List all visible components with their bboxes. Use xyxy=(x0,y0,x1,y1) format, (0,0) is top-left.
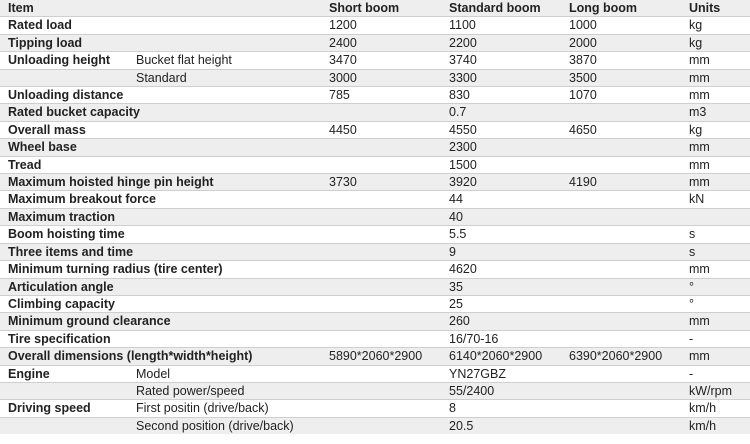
long-boom-value-cell: 1070 xyxy=(561,87,681,104)
standard-boom-value-cell: 20.5 xyxy=(441,417,561,434)
item-label-cell: Wheel base xyxy=(0,139,128,156)
units-cell: kW/rpm xyxy=(681,382,750,399)
units-cell: mm xyxy=(681,313,750,330)
subitem-label-cell: Second position (drive/back) xyxy=(128,417,321,434)
standard-boom-value-cell: 4620 xyxy=(441,261,561,278)
item-label-cell: Articulation angle xyxy=(0,278,128,295)
item-label-cell: Overall mass xyxy=(0,121,128,138)
units-cell: s xyxy=(681,243,750,260)
short-boom-value-cell xyxy=(321,191,441,208)
table-row xyxy=(0,139,750,156)
subitem-label-cell: Rated power/speed xyxy=(128,382,321,399)
units-cell: mm xyxy=(681,348,750,365)
short-boom-value-cell xyxy=(321,295,441,312)
standard-boom-value-cell: 5.5 xyxy=(441,226,561,243)
item-label-cell: Climbing capacity xyxy=(0,295,128,312)
standard-boom-value-cell: 16/70-16 xyxy=(441,330,561,347)
subitem-label-cell xyxy=(128,226,321,243)
short-boom-value-cell: 3000 xyxy=(321,69,441,86)
long-boom-value-cell xyxy=(561,104,681,121)
standard-boom-value-cell: 830 xyxy=(441,87,561,104)
short-boom-value-cell xyxy=(321,139,441,156)
subitem-label-cell xyxy=(128,295,321,312)
item-label-cell: Tire specification xyxy=(0,330,128,347)
header-item: Item xyxy=(0,0,128,17)
table-row xyxy=(0,400,750,417)
units-cell: km/h xyxy=(681,400,750,417)
table-row xyxy=(0,191,750,208)
item-label-cell xyxy=(0,69,128,86)
table-row xyxy=(0,156,750,173)
subitem-label-cell xyxy=(128,208,321,225)
units-cell xyxy=(681,208,750,225)
standard-boom-value-cell: 40 xyxy=(441,208,561,225)
table-row xyxy=(0,52,750,69)
header-standard-boom: Standard boom xyxy=(441,0,561,17)
item-label-cell: Rated load xyxy=(0,17,128,34)
header-short-boom: Short boom xyxy=(321,0,441,17)
item-label-cell xyxy=(0,382,128,399)
standard-boom-value-cell: 0.7 xyxy=(441,104,561,121)
units-cell: mm xyxy=(681,69,750,86)
long-boom-value-cell: 4190 xyxy=(561,174,681,191)
table-row xyxy=(0,208,750,225)
standard-boom-value-cell: 25 xyxy=(441,295,561,312)
item-label-cell: Unloading distance xyxy=(0,87,128,104)
units-cell: mm xyxy=(681,52,750,69)
units-cell: mm xyxy=(681,174,750,191)
long-boom-value-cell xyxy=(561,139,681,156)
short-boom-value-cell xyxy=(321,156,441,173)
subitem-label-cell xyxy=(128,121,321,138)
subitem-label-cell xyxy=(128,139,321,156)
standard-boom-value-cell: 44 xyxy=(441,191,561,208)
table-row xyxy=(0,330,750,347)
units-cell: kg xyxy=(681,34,750,51)
standard-boom-value-cell: 8 xyxy=(441,400,561,417)
long-boom-value-cell xyxy=(561,156,681,173)
short-boom-value-cell: 3730 xyxy=(321,174,441,191)
table-row xyxy=(0,365,750,382)
item-label-cell: Boom hoisting time xyxy=(0,226,128,243)
long-boom-value-cell xyxy=(561,313,681,330)
short-boom-value-cell xyxy=(321,278,441,295)
short-boom-value-cell: 3470 xyxy=(321,52,441,69)
table-row xyxy=(0,104,750,121)
standard-boom-value-cell: 9 xyxy=(441,243,561,260)
short-boom-value-cell xyxy=(321,313,441,330)
standard-boom-value-cell: 3740 xyxy=(441,52,561,69)
short-boom-value-cell xyxy=(321,400,441,417)
subitem-label-cell: Bucket flat height xyxy=(128,52,321,69)
long-boom-value-cell xyxy=(561,191,681,208)
units-cell: - xyxy=(681,365,750,382)
units-cell: mm xyxy=(681,139,750,156)
table-row xyxy=(0,174,750,191)
long-boom-value-cell xyxy=(561,400,681,417)
standard-boom-value-cell: 1500 xyxy=(441,156,561,173)
long-boom-value-cell: 6390*2060*2900 xyxy=(561,348,681,365)
table-row xyxy=(0,417,750,434)
standard-boom-value-cell: 55/2400 xyxy=(441,382,561,399)
long-boom-value-cell xyxy=(561,330,681,347)
item-label-cell: Driving speed xyxy=(0,400,128,417)
subitem-label-cell xyxy=(128,17,321,34)
short-boom-value-cell xyxy=(321,243,441,260)
item-label-cell: Overall dimensions (length*width*height) xyxy=(0,348,321,365)
short-boom-value-cell: 2400 xyxy=(321,34,441,51)
table-row xyxy=(0,87,750,104)
item-label-cell xyxy=(0,417,128,434)
units-cell: mm xyxy=(681,87,750,104)
units-cell: ° xyxy=(681,278,750,295)
units-cell: - xyxy=(681,330,750,347)
short-boom-value-cell xyxy=(321,417,441,434)
long-boom-value-cell: 4650 xyxy=(561,121,681,138)
spec-table-body xyxy=(0,17,750,434)
short-boom-value-cell xyxy=(321,365,441,382)
standard-boom-value-cell: 3920 xyxy=(441,174,561,191)
short-boom-value-cell: 5890*2060*2900 xyxy=(321,348,441,365)
units-cell: m3 xyxy=(681,104,750,121)
long-boom-value-cell: 2000 xyxy=(561,34,681,51)
units-cell: kg xyxy=(681,17,750,34)
subitem-label-cell xyxy=(128,34,321,51)
subitem-label-cell xyxy=(128,156,321,173)
item-label-cell: Rated bucket capacity xyxy=(0,104,321,121)
short-boom-value-cell: 785 xyxy=(321,87,441,104)
subitem-label-cell: Standard xyxy=(128,69,321,86)
long-boom-value-cell xyxy=(561,261,681,278)
standard-boom-value-cell: 4550 xyxy=(441,121,561,138)
units-cell: s xyxy=(681,226,750,243)
long-boom-value-cell: 3870 xyxy=(561,52,681,69)
units-cell: ° xyxy=(681,295,750,312)
long-boom-value-cell xyxy=(561,417,681,434)
table-row xyxy=(0,34,750,51)
standard-boom-value-cell: 3300 xyxy=(441,69,561,86)
units-cell: kg xyxy=(681,121,750,138)
units-cell: mm xyxy=(681,156,750,173)
header-row xyxy=(0,0,750,17)
short-boom-value-cell xyxy=(321,208,441,225)
table-row xyxy=(0,69,750,86)
header-units: Units xyxy=(681,0,750,17)
units-cell: km/h xyxy=(681,417,750,434)
subitem-label-cell xyxy=(128,278,321,295)
header-subitem xyxy=(128,0,321,17)
short-boom-value-cell xyxy=(321,104,441,121)
table-row xyxy=(0,243,750,260)
short-boom-value-cell xyxy=(321,226,441,243)
short-boom-value-cell xyxy=(321,330,441,347)
standard-boom-value-cell: 2300 xyxy=(441,139,561,156)
short-boom-value-cell xyxy=(321,382,441,399)
long-boom-value-cell: 3500 xyxy=(561,69,681,86)
short-boom-value-cell: 1200 xyxy=(321,17,441,34)
item-label-cell: Maximum hoisted hinge pin height xyxy=(0,174,321,191)
item-label-cell: Minimum ground clearance xyxy=(0,313,321,330)
short-boom-value-cell xyxy=(321,261,441,278)
item-label-cell: Tipping load xyxy=(0,34,128,51)
table-row xyxy=(0,348,750,365)
item-label-cell: Maximum breakout force xyxy=(0,191,321,208)
long-boom-value-cell xyxy=(561,295,681,312)
subitem-label-cell: First positin (drive/back) xyxy=(128,400,321,417)
long-boom-value-cell xyxy=(561,382,681,399)
table-row xyxy=(0,313,750,330)
standard-boom-value-cell: 35 xyxy=(441,278,561,295)
long-boom-value-cell xyxy=(561,365,681,382)
units-cell: mm xyxy=(681,261,750,278)
standard-boom-value-cell: 2200 xyxy=(441,34,561,51)
subitem-label-cell: Model xyxy=(128,365,321,382)
table-row xyxy=(0,295,750,312)
table-row xyxy=(0,17,750,34)
long-boom-value-cell xyxy=(561,208,681,225)
table-row xyxy=(0,121,750,138)
header-long-boom: Long boom xyxy=(561,0,681,17)
table-row xyxy=(0,382,750,399)
item-label-cell: Minimum turning radius (tire center) xyxy=(0,261,321,278)
item-label-cell: Three items and time xyxy=(0,243,321,260)
subitem-label-cell xyxy=(128,330,321,347)
item-label-cell: Unloading height xyxy=(0,52,128,69)
standard-boom-value-cell: 1100 xyxy=(441,17,561,34)
long-boom-value-cell xyxy=(561,226,681,243)
standard-boom-value-cell: 6140*2060*2900 xyxy=(441,348,561,365)
standard-boom-value-cell: 260 xyxy=(441,313,561,330)
subitem-label-cell xyxy=(128,87,321,104)
item-label-cell: Tread xyxy=(0,156,128,173)
units-cell: kN xyxy=(681,191,750,208)
short-boom-value-cell: 4450 xyxy=(321,121,441,138)
table-row xyxy=(0,226,750,243)
item-label-cell: Engine xyxy=(0,365,128,382)
table-row xyxy=(0,278,750,295)
long-boom-value-cell xyxy=(561,278,681,295)
long-boom-value-cell xyxy=(561,243,681,260)
standard-boom-value-cell: YN27GBZ xyxy=(441,365,561,382)
table-row xyxy=(0,261,750,278)
long-boom-value-cell: 1000 xyxy=(561,17,681,34)
item-label-cell: Maximum traction xyxy=(0,208,128,225)
